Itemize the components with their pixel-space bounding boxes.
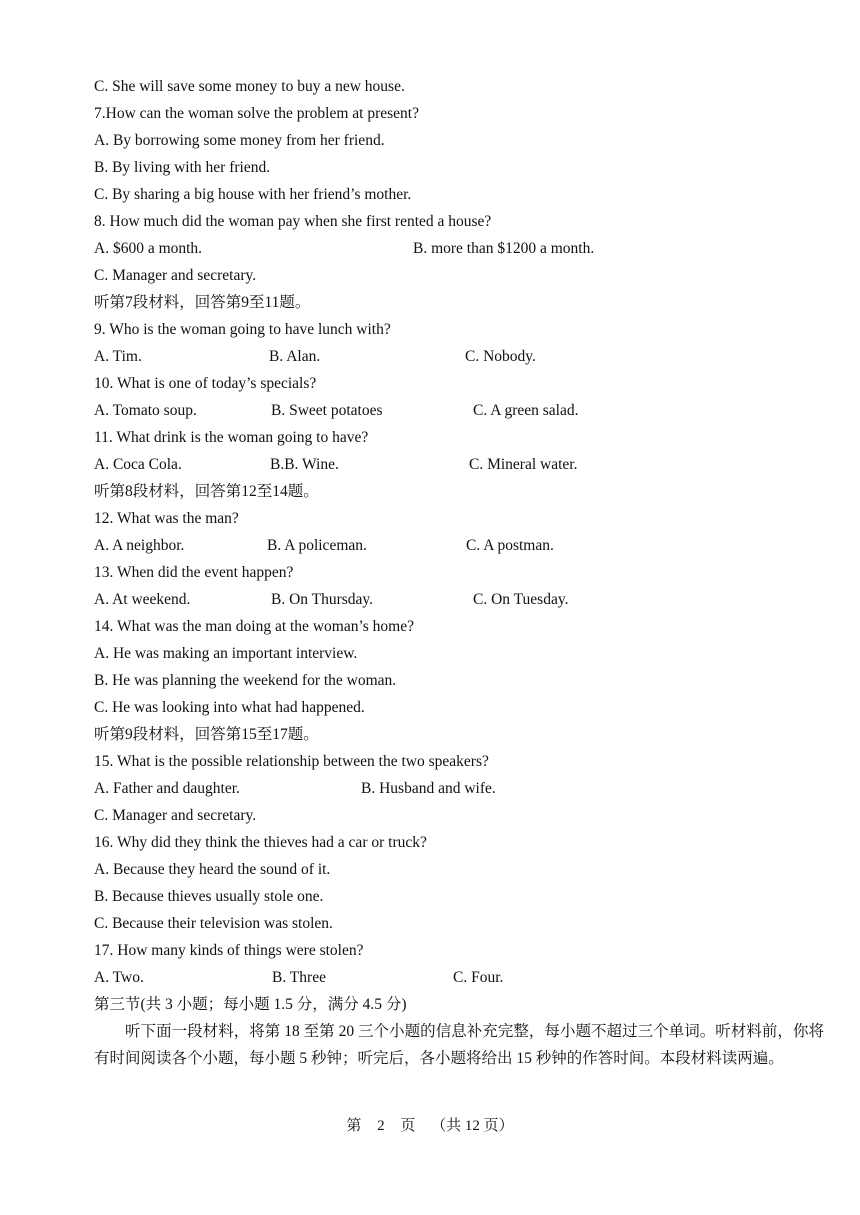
q17-option-b: B. Three [272,969,326,986]
q17-option-c: C. Four. [453,969,504,986]
q11-option-a: A. Coca Cola. [94,456,182,473]
question-16: 16. Why did they think the thieves had a car or truck? [94,834,427,851]
q10-option-c: C. A green salad. [473,402,579,419]
question-17: 17. How many kinds of things were stolen? [94,942,364,959]
q9-option-a: A. Tim. [94,348,142,365]
q13-option-a: A. At weekend. [94,591,191,608]
q12-option-b: B. A policeman. [267,537,367,554]
q13-option-c: C. On Tuesday. [473,591,569,608]
q12-option-a: A. A neighbor. [94,537,185,554]
question-12: 12. What was the man? [94,510,239,527]
q15-option-b: B. Husband and wife. [361,780,496,797]
footer-prefix: 第 [346,1118,362,1134]
q11-option-b: B.B. Wine. [270,456,339,473]
question-9: 9. Who is the woman going to have lunch with? [94,321,391,338]
q9-option-c: C. Nobody. [465,348,536,365]
q16-option-a: A. Because they heard the sound of it. [94,861,331,878]
section-heading-9: 听第9段材料，回答第15至17题。 [94,726,319,743]
q13-option-b: B. On Thursday. [271,591,374,608]
q14-option-b: B. He was planning the weekend for the woman. [94,672,397,689]
q11-option-c: C. Mineral water. [469,456,578,473]
question-10: 10. What is one of today’s specials? [94,375,317,392]
q10-option-a: A. Tomato soup. [94,402,197,419]
q15-option-c: C. Manager and secretary. [94,807,257,824]
question-11: 11. What drink is the woman going to have? [94,429,369,446]
page-number: 2 [377,1118,385,1134]
question-15: 15. What is the possible relationship between the two speakers? [94,753,489,770]
q7-option-a: A. By borrowing some money from her friend. [94,132,385,149]
q16-option-b: B. Because thieves usually stole one. [94,888,324,905]
total-pages: （共 12 页） [431,1118,514,1134]
q8-option-c: C. Manager and secretary. [94,267,257,284]
q7-option-c: C. By sharing a big house with her friend’s mother. [94,186,412,203]
section-heading-7: 听第7段材料，回答第9至11题。 [94,294,311,311]
line-c-save-money: C. She will save some money to buy a new house. [94,78,405,95]
q15-option-a: A. Father and daughter. [94,780,240,797]
section-3-heading: 第三节(共 3 小题；每小题 1.5 分，满分 4.5 分) [94,996,407,1013]
q8-option-a: A. $600 a month. [94,240,203,257]
q8-option-b: B. more than $1200 a month. [413,240,595,257]
q10-option-b: B. Sweet potatoes [271,402,383,419]
q14-option-a: A. He was making an important interview. [94,645,358,662]
q14-option-c: C. He was looking into what had happened. [94,699,365,716]
page-footer [0,1114,860,1135]
q17-option-a: A. Two. [94,969,144,986]
q9-option-b: B. Alan. [269,348,321,365]
question-14: 14. What was the man doing at the woman’s home? [94,618,414,635]
question-8: 8. How much did the woman pay when she first rented a house? [94,213,492,230]
q16-option-c: C. Because their television was stolen. [94,915,333,932]
section-heading-8: 听第8段材料，回答第12至14题。 [94,483,319,500]
question-13: 13. When did the event happen? [94,564,294,581]
footer-suffix: 页 [400,1118,416,1134]
instruction-paragraph: 听下面一段材料，将第 18 至第 20 三个小题的信息补充完整，每小题不超过三个单词。听材料前，你将有时间阅读各个小题，每小题 5 秒钟；听完后，各小题将给出 15 秒钟的作答时间。本段材料读两遍。 [94,1023,824,1067]
q12-option-c: C. A postman. [466,537,554,554]
q7-option-b: B. By living with her friend. [94,159,271,176]
question-7: 7.How can the woman solve the problem at present? [94,105,419,122]
